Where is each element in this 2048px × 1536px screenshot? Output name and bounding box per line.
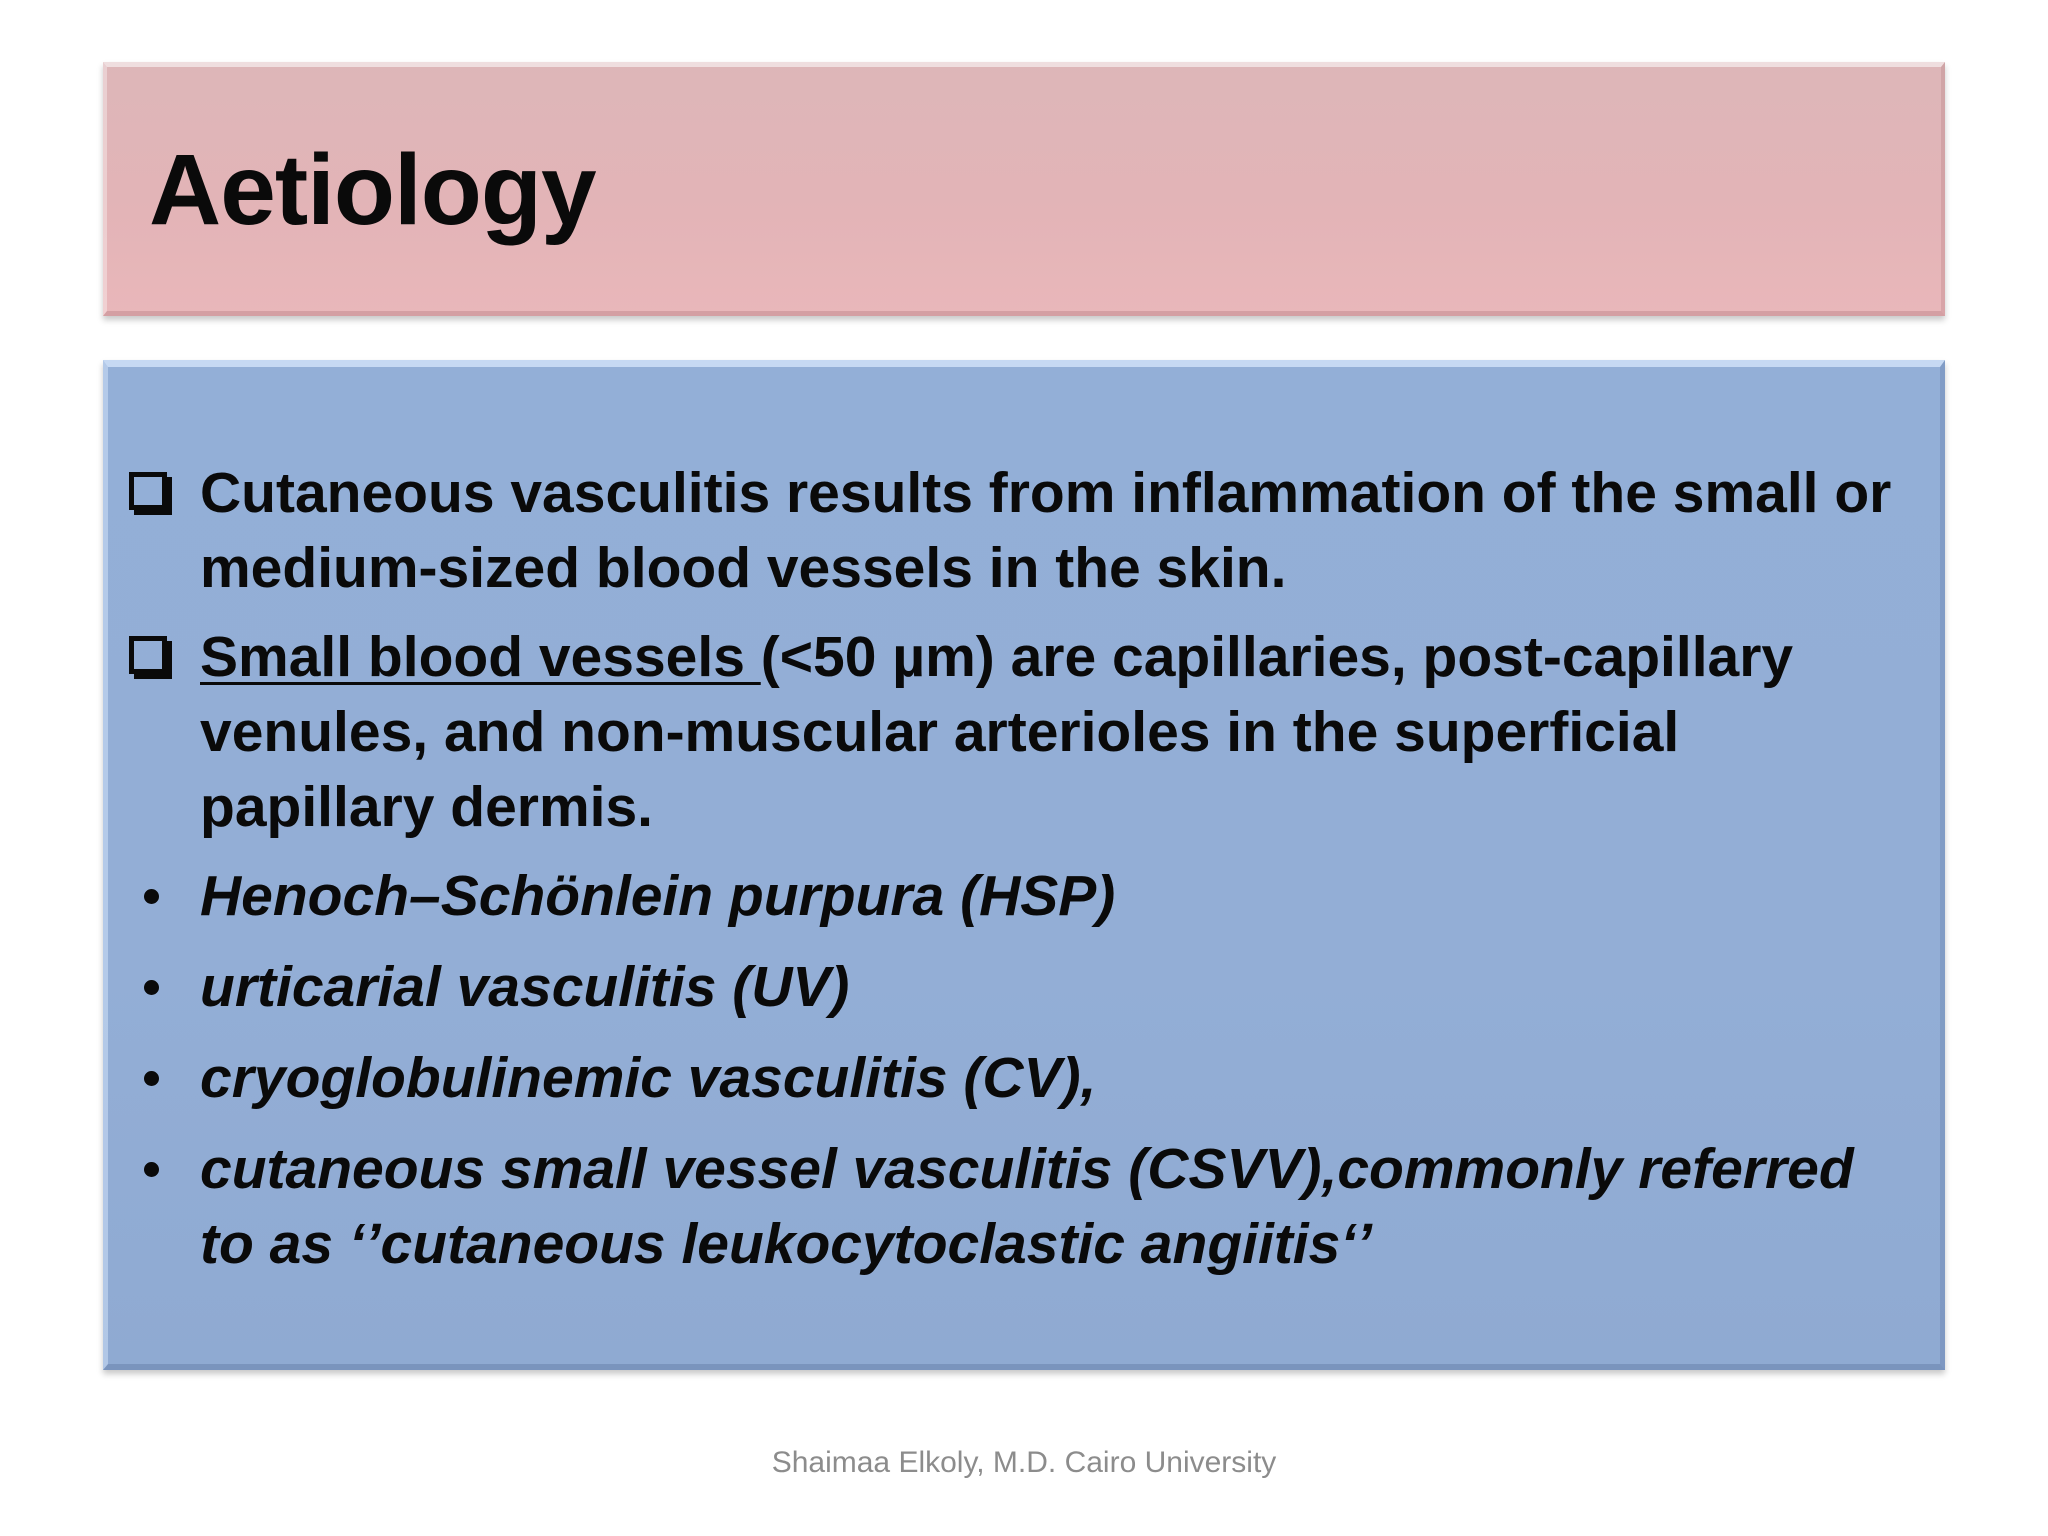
bullet-item [123, 1132, 1923, 1282]
bullet-list [123, 456, 1923, 1298]
dot-icon [123, 950, 179, 1025]
checkbox-icon [123, 456, 179, 531]
bullet-item [123, 620, 1923, 845]
title-panel [103, 62, 1945, 316]
bullet-item [123, 1041, 1923, 1116]
checkbox-icon [123, 620, 179, 695]
dot-icon [123, 1132, 179, 1207]
bullet-text: cryoglobulinemic vasculitis (CV), [200, 1046, 1097, 1110]
bullet-text: urticarial vasculitis (UV) [200, 955, 850, 1019]
bullet-text: cutaneous small vessel vasculitis (CSVV),commonly referred to as ‘’cutaneous leukocytoclastic angiitis‘’ [200, 1137, 1854, 1276]
content-panel [103, 360, 1945, 1370]
dot-icon [123, 1041, 179, 1116]
bullet-text: Cutaneous vasculitis results from inflammation of the small or medium-sized blood vessels in the skin. [200, 461, 1892, 600]
bullet-item [123, 456, 1923, 606]
bullet-item [123, 950, 1923, 1025]
bullet-text: Henoch–Schönlein purpura (HSP) [200, 864, 1116, 928]
slide-footer: Shaimaa Elkoly, M.D. Cairo University [771, 1446, 1277, 1479]
bullet-text: (<50 µm) are capillaries, post-capillary venules, and non-muscular arterioles in the superficial papillary dermis. [200, 625, 1794, 839]
bullet-item [123, 859, 1923, 934]
dot-icon [123, 859, 179, 934]
slide-title: Aetiology [149, 134, 596, 246]
bullet-underlined-lead: Small blood vessels [200, 625, 761, 689]
